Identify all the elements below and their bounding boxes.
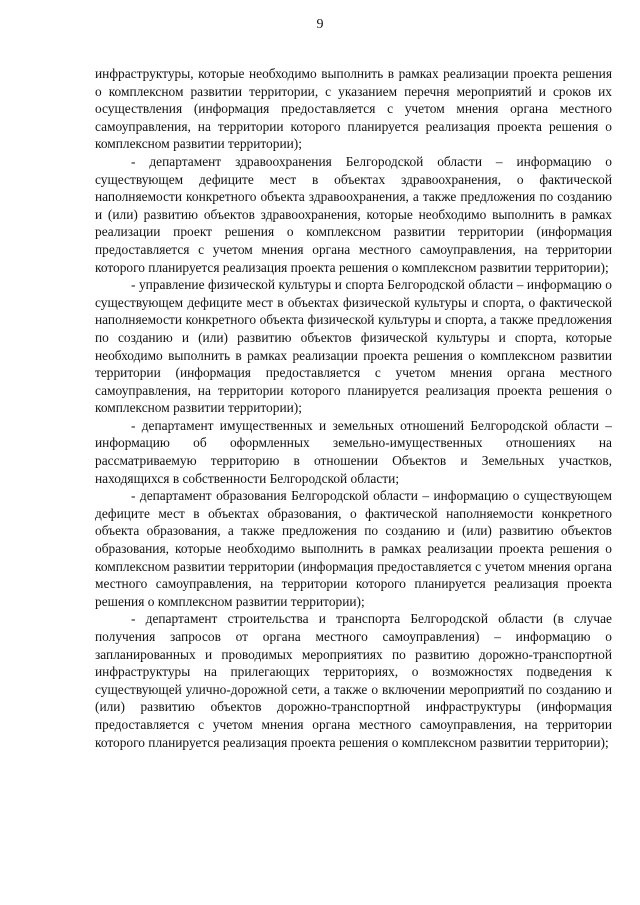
paragraph-health-department: - департамент здравоохранения Белгородской области – информацию о существующем дефиците мест в объектах здравоохранения, о фактической наполняемости конкретного объекта здравоохранения, а также предложения по созданию и (или) развитию объектов здравоохранения, которые необходимо выполнить в рамках реализации проект решения о комплексном развитии территории (информация предоставляется с учетом мнения органа местного самоуправления, на территории которого планируется реализация проекта решения о комплексном развитии территории); [95, 153, 612, 275]
page-number: 9 [316, 17, 324, 32]
paragraph-continuation: инфраструктуры, которые необходимо выполнить в рамках реализации проекта решения о комплексном развитии территории, с указанием перечня мероприятий и сроков их осуществления (информация предоставляется с учетом мнения органа местного самоуправления, на территории которого планируется реализация проекта решения о комплексном развитии территории); [95, 66, 612, 152]
paragraph-education-department: - департамент образования Белгородской области – информацию о существующем дефиците мест в объектах образования, о фактической наполняемости конкретного объекта образования, а также предложения по созданию и (или) развитию объектов образования, которые необходимо выполнить в рамках реализации проекта решения о комплексном развитии территории (информация предоставляется с учетом мнения органа местного самоуправления, на территории которого планируется реализация проекта решения о комплексном развитии территории); [95, 488, 612, 609]
document-body [95, 65, 612, 751]
paragraph-sports-department: - управление физической культуры и спорта Белгородской области – информацию о существующем дефиците мест в объектах физической культуры и спорта, о фактической наполняемости конкретного объекта физической культуры и спорта, а также предложения по созданию и (или) развитию объектов физической культуры и спорта, которые необходимо выполнить в рамках реализации проекта решения о комплексном развитии территории (информация предоставляется с учетом мнения органа местного самоуправления, на территории которого планируется реализация проекта решения о комплексном развитии территории); [95, 277, 612, 416]
paragraph-property-department: - департамент имущественных и земельных отношений Белгородской области – информацию об оформленных земельно-имущественных отношениях на рассматриваемую территорию в отношении Объектов и Земельных участков, находящихся в собственности Белгородской области; [95, 417, 612, 486]
paragraph-construction-department: - департамент строительства и транспорта Белгородской области (в случае получения запросов от органа местного самоуправления) – информацию о запланированных и проводимых мероприятиях по развитию дорожно-транспортной инфраструктуры на прилегающих территориях, о возможностях подведения к существующей улично-дорожной сети, а также о включении мероприятий по созданию и (или) развитию объектов дорожно-транспортной инфраструктуры (информация предоставляется с учетом мнения органа местного самоуправления, на территории которого планируется реализация проекта решения о комплексном развитии территории); [95, 611, 612, 750]
